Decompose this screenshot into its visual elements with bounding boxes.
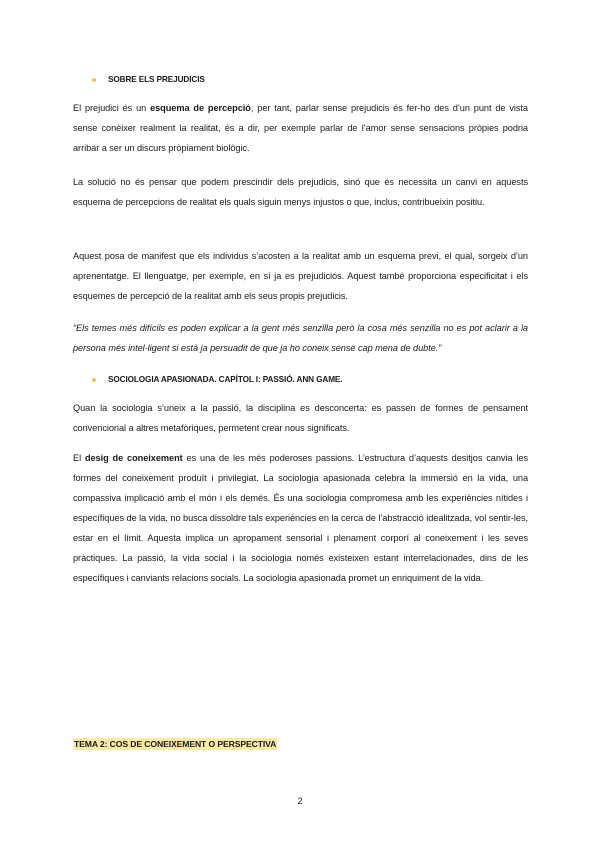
section-heading	[73, 75, 205, 84]
paragraph: Aquest posa de manifest que els individus s’acosten a la realitat amb un esquema previ, el qual, sorgeix d’un aprenentatge. El llenguatge, per exemple, en sí ja es prejudiciós. Aquest també proporciona especificitat i els esquemes de percepció de la realitat amb els seus propis prejudicis.	[73, 251, 528, 301]
paragraph: Quan la sociologia s’uneix a la passió, la disciplina es desconcerta: es passen de formes de pensament convencional a altres metafòriques, permetent crear nous significats.	[73, 403, 528, 433]
bold-term: esquema de percepció	[150, 103, 251, 113]
paragraph: La solució no és pensar que podem prescindir dels prejudicis, sinó que és necessita un canvi en aquests esquema de percepcions de realitat els quals siguin menys injustos o que, inclus, contribueixin positiu.	[73, 177, 528, 207]
quote-paragraph: “Els temes més difícils es poden explicar a la gent més senzilla però la cosa més senzilla no es pot aclarir a la persona més intel·ligent si està ja persuadit de que ja ho coneix sense cap mena de dubte.”	[73, 323, 528, 353]
paragraph: El prejudici és un esquema de percepció, per tant, parlar sense prejudicis és fer-ho des d’un punt de vista sense conèixer realment la realitat, és a dir, per exemple parlar de l’amor sense sensacions pròpies podria arribar a ser un discurs pròpiament biològic.	[73, 103, 528, 153]
bullet-icon	[92, 78, 96, 82]
section-heading	[73, 375, 342, 384]
topic-heading: TEMA 2: COS DE CONEIXEMENT O PERSPECTIVA	[74, 739, 277, 749]
section-heading-text: SOBRE ELS PREJUDICIS	[108, 75, 205, 84]
section-heading-text: SOCIOLOGIA APASIONADA. CAPÍTOL I: PASSIÓ. ANN GAME.	[108, 375, 343, 384]
page-number: 2	[297, 796, 303, 806]
bold-term: desig de coneixement	[84, 453, 183, 463]
paragraph: El desig de coneixement es una de les més poderoses passions. L’estructura d’aquests desitjos canvia les formes del coneixement produït i privilegiat. La sociologia apasionada celebra la immersió en la vida, una compassiva implicació amb el món i els demés. És una sociologia compromesa amb les experiències nítides i específiques de la vida, no busca dissoldre tals experiències en la cerca de l’abstracció idealitzada, vol sentir-les, estar en el límit. Aquesta implica un apropament sensorial i plenament corporí al coneixement i les seves pràctiques. La passió, la vida social i la sociologia només existeixen estant interrelacionades, dins de les específiques i canviants relacions socials. La sociologia apasionada promet un enriquiment de la vida.	[73, 453, 528, 583]
bullet-icon	[92, 378, 96, 382]
